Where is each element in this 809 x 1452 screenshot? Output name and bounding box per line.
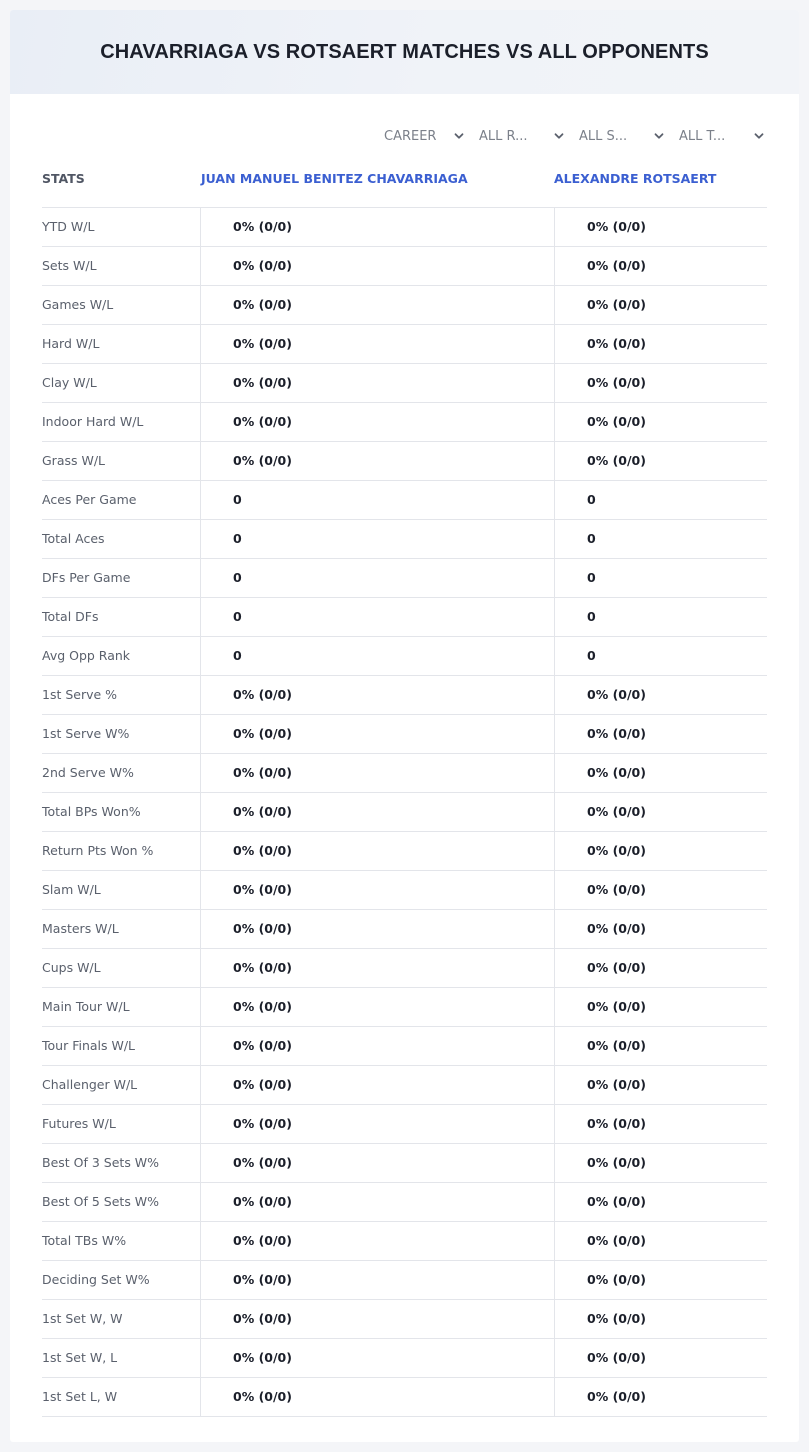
filter-surfaces-select[interactable] — [579, 126, 665, 146]
table-row — [42, 364, 767, 403]
stat-label: Hard W/L — [42, 336, 100, 351]
stat-label: Avg Opp Rank — [42, 648, 131, 663]
player2-value: 0% (0/0) — [587, 1389, 646, 1404]
page-header — [10, 10, 799, 94]
table-row — [42, 910, 767, 949]
table-row — [42, 208, 767, 247]
stat-label: Tour Finals W/L — [42, 1038, 136, 1053]
player1-value: 0% (0/0) — [233, 1389, 292, 1404]
player1-value: 0 — [233, 609, 242, 624]
stat-label: Indoor Hard W/L — [42, 414, 144, 429]
player1-value: 0% (0/0) — [233, 453, 292, 468]
player2-value: 0% (0/0) — [587, 258, 646, 273]
player2-value: 0% (0/0) — [587, 219, 646, 234]
table-row — [42, 1222, 767, 1261]
stat-label: Futures W/L — [42, 1116, 116, 1131]
filter-tournaments-value: ALL T... — [679, 128, 726, 144]
player1-value: 0% (0/0) — [233, 687, 292, 702]
stat-label: Masters W/L — [42, 921, 119, 936]
table-row — [42, 949, 767, 988]
player1-value: 0% (0/0) — [233, 804, 292, 819]
table-row — [42, 754, 767, 793]
player1-value: 0% (0/0) — [233, 1350, 292, 1365]
player2-value: 0% (0/0) — [587, 843, 646, 858]
player1-value: 0 — [233, 648, 242, 663]
player2-value: 0% (0/0) — [587, 1272, 646, 1287]
filter-rounds-select[interactable] — [479, 126, 565, 146]
chevron-down-icon — [453, 130, 465, 142]
player1-value: 0% (0/0) — [233, 1116, 292, 1131]
player1-value: 0% (0/0) — [233, 999, 292, 1014]
stat-label: 1st Set W, L — [42, 1350, 118, 1365]
player2-value: 0% (0/0) — [587, 414, 646, 429]
table-row — [42, 481, 767, 520]
player1-value: 0% (0/0) — [233, 843, 292, 858]
player2-value: 0 — [587, 531, 596, 546]
stat-label: Return Pts Won % — [42, 843, 154, 858]
player2-value: 0 — [587, 570, 596, 585]
table-header — [42, 170, 767, 208]
player1-value: 0 — [233, 531, 242, 546]
header-stats: STATS — [42, 171, 85, 186]
table-row — [42, 286, 767, 325]
player1-value: 0% (0/0) — [233, 336, 292, 351]
player2-value: 0 — [587, 648, 596, 663]
table-row — [42, 1144, 767, 1183]
table-row — [42, 793, 767, 832]
player2-value: 0% (0/0) — [587, 804, 646, 819]
table-row — [42, 1105, 767, 1144]
stat-label: Cups W/L — [42, 960, 101, 975]
player2-value: 0% (0/0) — [587, 297, 646, 312]
chevron-down-icon — [553, 130, 565, 142]
table-row — [42, 1066, 767, 1105]
stat-label: Aces Per Game — [42, 492, 137, 507]
player1-value: 0 — [233, 570, 242, 585]
stat-label: Deciding Set W% — [42, 1272, 150, 1287]
stat-label: Best Of 3 Sets W% — [42, 1155, 160, 1170]
table-row — [42, 715, 767, 754]
table-row — [42, 1339, 767, 1378]
player1-value: 0% (0/0) — [233, 297, 292, 312]
player1-value: 0% (0/0) — [233, 414, 292, 429]
stat-label: 1st Serve W% — [42, 726, 130, 741]
player1-value: 0% (0/0) — [233, 1272, 292, 1287]
player1-value: 0% (0/0) — [233, 1155, 292, 1170]
header-player1-link[interactable]: JUAN MANUEL BENITEZ CHAVARRIAGA — [201, 171, 468, 186]
chevron-down-icon — [653, 130, 665, 142]
stat-label: Sets W/L — [42, 258, 97, 273]
table-row — [42, 1378, 767, 1417]
table-row — [42, 247, 767, 286]
stat-label: Grass W/L — [42, 453, 106, 468]
table-row — [42, 598, 767, 637]
page-title: CHAVARRIAGA VS ROTSAERT MATCHES VS ALL OPPONENTS — [100, 40, 709, 63]
table-row — [42, 1261, 767, 1300]
player1-value: 0% (0/0) — [233, 1038, 292, 1053]
chevron-down-icon — [753, 130, 765, 142]
stat-label: Best Of 5 Sets W% — [42, 1194, 160, 1209]
filter-tournaments-select[interactable] — [679, 126, 765, 146]
player2-value: 0% (0/0) — [587, 1311, 646, 1326]
player2-value: 0% (0/0) — [587, 882, 646, 897]
table-row — [42, 871, 767, 910]
table-row — [42, 637, 767, 676]
stat-label: DFs Per Game — [42, 570, 131, 585]
player2-value: 0% (0/0) — [587, 687, 646, 702]
player2-value: 0% (0/0) — [587, 336, 646, 351]
stats-table-body — [42, 208, 767, 1417]
player2-value: 0% (0/0) — [587, 1116, 646, 1131]
player2-value: 0% (0/0) — [587, 765, 646, 780]
stat-label: YTD W/L — [42, 219, 95, 234]
filter-bar — [10, 126, 799, 146]
table-row — [42, 520, 767, 559]
player2-value: 0% (0/0) — [587, 1350, 646, 1365]
player1-value: 0% (0/0) — [233, 1077, 292, 1092]
table-row — [42, 988, 767, 1027]
player1-value: 0% (0/0) — [233, 1311, 292, 1326]
table-row — [42, 676, 767, 715]
player2-value: 0% (0/0) — [587, 726, 646, 741]
player2-value: 0% (0/0) — [587, 999, 646, 1014]
player2-value: 0 — [587, 492, 596, 507]
table-row — [42, 1300, 767, 1339]
player2-value: 0% (0/0) — [587, 375, 646, 390]
player2-value: 0% (0/0) — [587, 1038, 646, 1053]
player1-value: 0 — [233, 492, 242, 507]
table-row — [42, 1027, 767, 1066]
table-row — [42, 1183, 767, 1222]
stat-label: 1st Set W, W — [42, 1311, 123, 1326]
player2-value: 0% (0/0) — [587, 960, 646, 975]
stat-label: Games W/L — [42, 297, 114, 312]
table-row — [42, 832, 767, 871]
stat-label: Slam W/L — [42, 882, 101, 897]
player2-value: 0% (0/0) — [587, 453, 646, 468]
player1-value: 0% (0/0) — [233, 219, 292, 234]
player1-value: 0% (0/0) — [233, 882, 292, 897]
player1-value: 0% (0/0) — [233, 258, 292, 273]
player1-value: 0% (0/0) — [233, 1194, 292, 1209]
table-row — [42, 325, 767, 364]
table-row — [42, 442, 767, 481]
player1-value: 0% (0/0) — [233, 375, 292, 390]
stat-label: Total BPs Won% — [42, 804, 141, 819]
player2-value: 0% (0/0) — [587, 1194, 646, 1209]
filter-surfaces-value: ALL S... — [579, 128, 628, 144]
filter-rounds-value: ALL R... — [479, 128, 528, 144]
player2-value: 0% (0/0) — [587, 1077, 646, 1092]
player1-value: 0% (0/0) — [233, 765, 292, 780]
player2-value: 0 — [587, 609, 596, 624]
stat-label: 2nd Serve W% — [42, 765, 134, 780]
stat-label: Total TBs W% — [42, 1233, 127, 1248]
stat-label: 1st Serve % — [42, 687, 118, 702]
table-row — [42, 559, 767, 598]
stats-card — [10, 10, 799, 1442]
stat-label: Clay W/L — [42, 375, 97, 390]
stat-label: Challenger W/L — [42, 1077, 138, 1092]
player1-value: 0% (0/0) — [233, 1233, 292, 1248]
player1-value: 0% (0/0) — [233, 960, 292, 975]
stat-label: Total DFs — [42, 609, 99, 624]
stat-label: Main Tour W/L — [42, 999, 130, 1014]
stat-label: 1st Set L, W — [42, 1389, 118, 1404]
player1-value: 0% (0/0) — [233, 726, 292, 741]
stat-label: Total Aces — [42, 531, 105, 546]
header-player2-link[interactable]: ALEXANDRE ROTSAERT — [554, 171, 717, 186]
filter-career-select[interactable] — [384, 126, 465, 146]
player2-value: 0% (0/0) — [587, 921, 646, 936]
player2-value: 0% (0/0) — [587, 1233, 646, 1248]
player2-value: 0% (0/0) — [587, 1155, 646, 1170]
table-row — [42, 403, 767, 442]
filter-career-value: CAREER — [384, 128, 437, 144]
player1-value: 0% (0/0) — [233, 921, 292, 936]
